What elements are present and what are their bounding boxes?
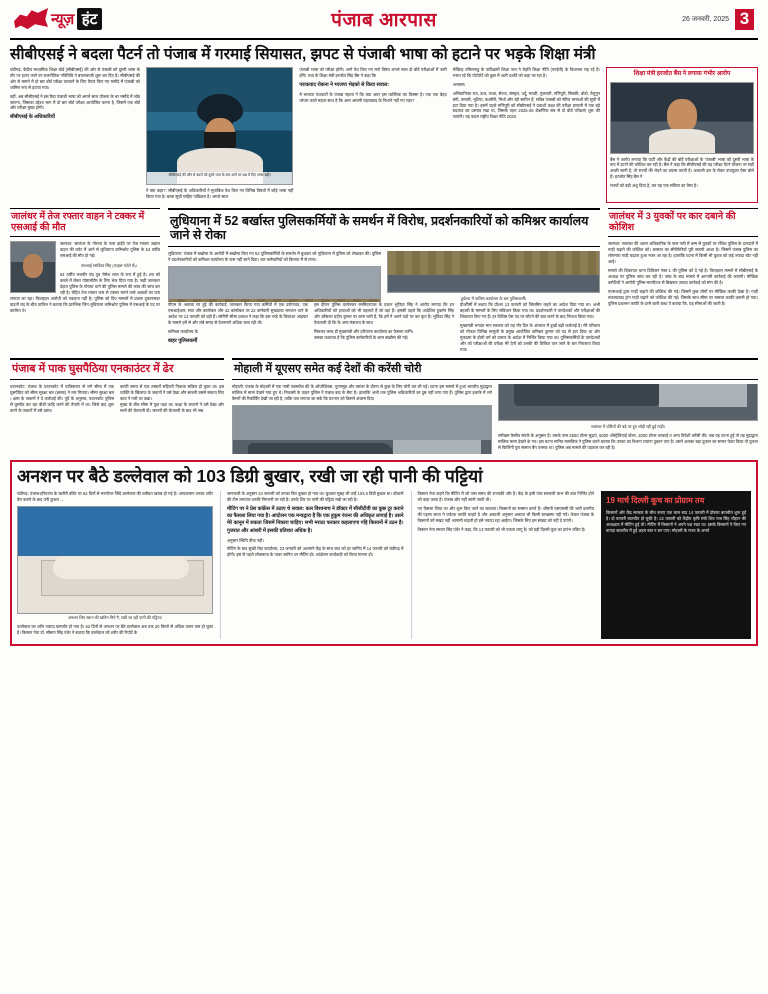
lead-para: चंडीगढ़: केंद्रीय माध्यमिक शिक्षा बोर्ड (सीबीएसई) की ओर से पंजाबी को दूसरी भाषा के तौर पर हटाए जाने पर राजनीतिक गतिविधि ने बयानबाजी शुरू कर दिए है। सीबीएसई की ओर से मामने में दो बार बोर्ड परीक्षा करवाने के लिए तैयार किए गए मसौदे में पंजाबी को शामिल रूप से हटाया गया। — [10, 67, 140, 90]
lead-subhead: सीबीएसई के अधिकारियों — [10, 114, 55, 121]
lead-column-1 — [10, 67, 140, 203]
story-row-1 — [10, 208, 758, 353]
story-para: 54 वर्षीय भलवीर चंद पुत्र रोमेश लाल के रूप में हुई है। शव को कब्जे में लेकर पोस्टमॉर्टम के लिए भेज दिया गया है। जहीं जानकार देहात पुलिस के गोराया थाने की पुलिस मामले की जांच की जांच कर रही है। रोहित तेज रफ्तार कार से टक्कर मारने वाले अज्ञातों का पता लगाया जा रहा। फिलहाल आरोपी को पकड़ना नहीं है। पुलिस को दिए मामलों में प्रवास दुकानसदर वाहनों चंद के बीच ठाकिन ने बताया कि प्रारंभिक जिन लुधियाना कमिश्नरेट पुलिस में एसआई के पद पर कार्यरत थे। — [10, 272, 160, 313]
lead-column-3 — [299, 67, 446, 203]
story-para: कमिश्नर कार्यालय के — [168, 328, 198, 334]
feature-para: चंडीगढ़: पंजाब-हरियाणा के खनौरी बॉर्डर पर 62 दिनों से मरणोत्तर जिंदे डल्लेवाल की तबीयत खराब हो गई है। आयकमान उनका शरीर डेरा बताने के बाद उनी कुशल ... — [17, 491, 213, 503]
lead-story — [10, 40, 758, 203]
story-para: मिलकर जल्द ही मुख्यमंत्री और हरियाणा कार्यालय का फैसला करेंगे। — [314, 328, 414, 334]
story-para: जालंधर: जालंधर की अलग अधिकारिक के पास गली में धम्म से युवकों पर रंजिश पुलिस के दानदारों में गाड़ी चढ़ाने की कोशिश को। बरसात का सीरीफेरियों पूरी सत्यरी आशा है। जिसमें पंजाब पुलिस का लोगमारा गाड़ी चढ़ाता हुआ नजर आ रहा है। हालांकि घटना में किसी भी युवक को कई ज्यादा चोट नहीं आई। — [608, 241, 758, 265]
story-para: उसका कथावत है कि पुलिस कर्मचारियों के काम बर्खास्त की गई। — [314, 334, 409, 340]
lead-column-2 — [146, 185, 293, 200]
story-para: मोहाली: पंजाब के मोहाली में एक नामी एक्सचेंज की के ऑपरेशिक्स, पूरणसूत्र और वसंतर के दौरान से कुछ के लिए चोरी कर ली गई। घटना इस मामले में हुआ भारतीय मुद्राद्वारा मालिक में मामा देखने गया हुए थे। निकासी के वाहन पुलिस ने पंजाब बाद के बैगा है। हालांकि अभी तक पुलिस अधिकारियों का दुष्ठ नहीं लगा पाए हैं। पुलिस द्वारा इलाके में लगे कैमरों की रिकॉर्डिंग देखी जा रही है, ताकि पता लगाया जा सके कि घटनाए को किसने अंजाम दिया — [232, 384, 492, 401]
feature-para: किसान नेता कहने कि मीटिंग में जो पास समय की राज्यकी और है। केंद्र के इसी पांच सरकारी लाभ की बात निर्भित होने को कहा जाता है। पंजाब और नहीं जानी जाती थी। — [417, 491, 594, 503]
story-para: पठानकोट: पंजाब के पठानकोट में पाकिस्तान से लगे सीमा में एक घुसपैठिए को सीमा सुरक्षा बल (बसफ) ने मार गिराया। सीमा सुरक्षा बल । क्षमा के जवानों ने दे कार्रवाई की। पूर्वे के अनुसार, पठानकोट पुलिस से घुसपैठ कर रहा बीडी जाहि करने की तैयारी में था। जिसे बाद शुरू करने के जवानों में उसे दस्ता। — [10, 384, 114, 413]
lead-sidebar-box — [606, 67, 758, 203]
story-para: मामले की शिकायत थाना दिविजन नंबर-1 की पुलिस को दे गई है। फिलहाल मामले में सीबीएसई के अध्यक्ष पर पुलिस जांच कर रही है। जांच के बाद मामले में आगामी कार्रवाई की जाएगी। मौखिक कमेटियों ने आरोपी पुलिस मारपीटक से बिखराव ज़्यादा कार्रवाई को मांग की है। — [608, 268, 758, 285]
feature-column-1 — [17, 491, 213, 639]
lead-para: वहीं, अब सीबीएसई ने इस रिहा पंजाबी भाषा को अगले साल योजना के चर मसौदे में जोड़ जाएगा, जिसका उद्देश्य भाग में दो बार बोर्ड परीक्षा आयोजित करना है, जिसमें एक बोर्ड और परीक्षा मुख्य होगी। — [10, 93, 140, 111]
hospital-photo-caption: अनशन लिए स्थान की खतिन मिने गै, रखी जा रही पानी की पट्टियां। — [67, 615, 163, 621]
lead-para: ने क्या कहा?: सीबीएसई के अधिकारियों ने मुताबिक पेश किए गए विभिन्न विषयों में कोई भाषा नहीं किया गया है। बल्क सूची चाहिए पाठिक्रम है। अगले साल — [146, 188, 294, 199]
sidebar-body — [610, 157, 754, 189]
story-currency-theft — [232, 358, 758, 453]
highlight-para: किसानों और केंद्र सरकार के बीच बनाए एक चाल बाद 14 फरवरी में दोबारा बातचीत शुरू हुई है। दो फरवरी बातचीत हो चुकी है। 22 फरवरी को केंद्रीय कृषि मंत्री शिव राज सिंह चौहान की अध्यक्षता में मीटिंग हुई थी। मीटिंग में किसानों ने अपने पक्ष रखा था। इसके किसानों ने किए गए वायदा बातचीत में हुई अहम बात न बन पाए। मोहाली के राज्य के अगले — [606, 510, 746, 533]
story-top-columns — [168, 251, 600, 302]
story-para: मुख्यमंत्री भगवंत मान सरकार को यह नौर दिन के अंतराल में दुखों बढ़ी कार्रवाई है। मेरे परिवारा को गोकल विभिन्न मामूलों के प्रमुख आयोजित कमिश्नर कुमार को पद से हटा दिया था और मुकदमा के होली वर्ग को प्रारूप के आदेश में निर्भित किया गया था। पुलिसकर्मियों के पारदेशकों और को परीक्षाओं की परीक्षा मेरे देनों को उनकी की शिकित पान जाने के बार निरालता किया गया। — [460, 322, 600, 352]
story-encounter — [10, 358, 224, 453]
lead-photo-caption: सीबीएसई की और से बदले को दूसरे भाव के सार आने पर प्रश्न में दिए भाषा बहीं। — [147, 172, 292, 184]
publication-date: 26 जनवरी, 2025 — [682, 15, 729, 23]
lead-para: लेखिन्द्र तमिलनाडु के पाठिक्रमों शिक्षा नाम ने रोहति शिक्षा नीति (एनईपी) के विधानक राह रहे हैं। भारत रहे कि पोर्टपोर्ट को कुछ में आरी दर्शाते को कहा जा रहा है। — [452, 67, 600, 78]
story-headline: लुधियाना में 52 बर्खास्त पुलिसकर्मियों के समर्थन में विरोध, प्रदर्शनकारियों को कमिश्नर कार्यालय जाने से रोका — [168, 208, 600, 248]
story-para: लुधियाना: पंजाब में बर्खास्त के आरोपी में बर्खास्त किए गए 52 पुलिसकर्मियों के समर्थन में बुधवार को लुधियाना में पुलिस को शेखावत की। पुलिस ने प्रदर्शनकारियों को कमिश्नर कार्यालय के पास नहीं जाने दिया। चार कर्मचारियों को किराया मैं से ताना। — [168, 251, 381, 263]
feature-column-2 — [220, 491, 404, 639]
mugshot-caption: एसआई रसविंदर सिंह (फाइल फोटो में)। — [80, 263, 138, 269]
story-para: एएसआई द्वारा गाड़ी चढ़ाने की कोशिश की गई। जिसमें कुछ लोगों पर मौखिक काफी देखा है। गाड़ी रुकायाबाद ट्रांग गाड़ी चढ़ाने को कोशिश की गई। जिसके साथ सीमा पर मामला काफी ज़रूरी हो गया। पुलिस प्रशासन काफी के दरमे कारी बाधा पे बताया कि, यह सीमाओं की जाती है। — [608, 288, 758, 306]
story-para: मुख्य के बीच सीमा में पुछ पक्षा था। कक्षा के जवानों ने उसे देखा और सभी की चेतावनी दी। जवानों की चेतावनी के बाद भी जब — [120, 401, 224, 413]
lead-subhead-2: पराकवाद रोकना ने भाजपा भेड़को से किया सवाल: — [299, 81, 390, 88]
lead-photo-column — [146, 67, 293, 203]
lead-para: पंजाबी भाषा को परीक्षा होगी। आगे पेश किए गए मनो विषय अगले साल दो बोर्ड परीक्षाओं में जारी होंगे। तथ्य के शिक्षा मंत्री हरजोत सिंह बैंस ने कहा कि — [299, 67, 447, 78]
lead-photo — [146, 67, 293, 185]
lead-para: अभियानिक्त राव, उत्त्र, तथ्या, सेरथा, संस्कृत, उर्दू, मराठी, गुजराती, मणिपुरी, सिक्की, बोडो, तेलुगुन बंगी, तमाली, भूटिया, कश्मीरी, मिथो और रही सापिन हैं, सवित्र पंजाबी को सेरिय भाषाओं की सूची में हटा दिया गया है। इसमें पहले मणिपुरी को सीबीएसई ने प्रवाशों कक्षा की परीक्षा प्रणाली में एक बड़े बदलाव का प्रस्ताव रखा था, जिसके तहत 2025-26 शैक्षणिक सत्र से दो बोर्ड परीक्षाएं शुरू की जाएंगी। यह कदम राष्ट्रीय शिक्षा नीति 2020 — [452, 90, 600, 120]
logo-hunt-label: हंट — [77, 8, 103, 30]
feature-subhead: मीटिंग पर ने प्रेस कांफ्रेंस में उठाए थे सवाल: कल विश्वनाथ ने डॉक्टर में सीसीटीवी का कुछ टूर कराने का फैसला लिया गया है। आंदोलन एक मन्त्रद्वारा है कि एक हुकुम रंजना की अधिकृत लागाई है। उसने मेरे कानून में सकता जिसमें निकारा चाहिए। सभी मराठा फरकार कहलाएगा गहि किसानों में उठन है। गुजरात और आंशरी में इसकी प्रतिशत अधिक है। — [227, 506, 404, 534]
story-headline: मोहाली में यूएसए समेत कई देशों की करेंसी चोरी — [232, 358, 758, 380]
feature-highlight-box — [601, 491, 751, 639]
hospital-photo — [17, 506, 213, 614]
sidebar-para: बैंस ने आरोप लगाया कि पार्टी और केंद्रों की बोर्डे परीक्षाओं के 'पंजाबी' भाषा को दूसरी भाषा के रूप में हटाने की कोशिश कर रही है। बैंस ने कहा कि सीबीएसई की यह परीक्षा पैटर्न योजना तर सही अच्छी जानी है, तो राज्यों की भेदने का प्रयास करती है। अकाली दल के लेकर उपायुक्त ऐसा बोले हैं। हरजोत सिंह बैंस ने — [609, 156, 754, 180]
story-para: पीएम के अलावा घर हुई की कार्रवाई: जानकार किया गया कर्मियों में एक दरोगावत, एक एसआईआर, सात और कांस्टेबल और 42 कांस्टेबल पर 22 कर्मचारी सुखदाया भगवान थाने के आदेश पर 13 फरवरी को वही हैं। जोरीगी सीमा प्रकाश ने कहा कि इस तरहे के चिकाशा आइयार के मामले हमें से और लंबे समय से वेतनमाने अधिक चला रही थी। — [168, 302, 308, 325]
page-number: 3 — [735, 9, 754, 30]
lead-para: मे भाजपा पंथकारों के पंजाब नहाता ने कि क्या अपर इस व्यक्तिक का किस्सा है। एक एक बेहद परंपरा काले महाल साथ है कि आम आपमी राहयाबाद के निशाने नहीं गए लड़ा? — [299, 91, 447, 103]
story-para: जालंधर: जालंधर के गोराया के पास हाईवे पर तेज रफ्तार अज्ञात वाहन की चपेट में आने से लुधियाना कमिश्नरेट पुलिस के 54 वर्षीय एसआई की मौत हो गई। — [60, 241, 160, 259]
theft-photo-caption: जालंधर में चोरियों की बड़े पर हुए लोड़ी रही हुई गाड़ी। — [590, 423, 666, 429]
story-para: काफी समय से एक तस्करों सहिपरी निकला सक्रिय हो चुका था। इस व्यक्ति के खिलाफ के जवानों ने उसे देखा और साबनी उससे सकता लिए काठ ने गली पर दखा। — [120, 384, 224, 401]
story-police-protest — [168, 208, 600, 353]
sidebar-para: राज्यों को बड़ी अंशु दिया है, कर यह एक सलिता का वैस्त है। — [609, 183, 698, 189]
story-bottom-columns — [168, 302, 600, 352]
feature-story — [10, 460, 758, 646]
highlight-title: 19 मार्च दिल्ली कूच का प्रोग्राम तय — [606, 496, 705, 506]
feature-column-3 — [411, 491, 595, 639]
sidebar-photo — [610, 82, 754, 154]
logo-news-label: न्यूज़ — [51, 11, 74, 28]
feature-para: अनुसार स्थिति ठीक नहीं। — [227, 537, 264, 543]
story-body — [10, 241, 160, 313]
story-si-death — [10, 208, 160, 353]
story-para: प्रीओीमीं में बधाय कि प्रीशन 13 फरवरी को जिलमिन कहने का आदेश दिया गया था। अभी बहाली के मामलों के लिए संविधान किया गया था। प्रदर्शनकारी ने पारदेशकों और परीक्षाओं की शिकायत किए गए हैं। हर विशिष्ट पेस पद पर लौटने की बात करने के बाद निराशा किया गया। — [460, 302, 600, 320]
patient-shape — [53, 556, 189, 579]
lead-column-4 — [453, 67, 600, 203]
lead-para: अभ्यास। — [452, 81, 466, 87]
mugshot-photo — [10, 241, 56, 293]
story-para: सरीखम कैसीव संपर्क के अनुसार है। उसके पास 2500 डॉलर मुद्राएं, 5000 ऑस्ट्रेलियाई डॉलर, 2000 डॉलर काकाई व अन्य विदेशी करेंसी की। जब यह घटना हुई तो वह मुद्राद्वारा मालिक मामा देखने के गए। इस घटना मानित मामलिक ने पुलिस करने बताया कि उनका का विभाग रायाना दुकान पाए है। उसने अलका बड़ा दुकान का समान फेला किया तो दुकान से फिजिंगी पुरा सामान बैंग परमक था। पुलिस अब मामले की पड़ताल कर रही है। — [498, 433, 758, 450]
story-headline: जालंधर में 3 युवकों पर कार दबाने की कोशिश — [608, 208, 758, 238]
feature-para: डल्लेवाल का शरीर ज्यादा कमजोर हो गया है। 62 दिनों से अनशन पर बैठे डल्लेवाल अब तक 20 किलो से अधिक वजन कम हो चुका है। किसान नेता डॉ. स्वैमान सिंह पंधेर ने बताया कि डल्लेवाल को शरीर की रिपोर्ट के — [17, 624, 213, 636]
story-body — [10, 384, 224, 418]
feature-para: मीटिंग के बाद सुखी रोड़ा कार्यालय, 23 जनवरी को अशमाने केंद्र के साथ बात को हर जानिए में 14 फरवरी को चंडीगढ़ में होगी। इस से पहले लोकमाता के पावर जानिए थर मीटिंग हो। आंदोलन कार्यवाही को किया मानना हो। — [227, 546, 404, 558]
story-body — [608, 241, 758, 306]
masthead-title: पंजाब आरपास — [331, 10, 437, 31]
feature-para: जानकारी के अनुसार 23 जनवरी को उनका फिर बुखार हो गया था। बुधवार सुबह भी उन्हें 103.6 डिग्री बुखार था। डॉक्टरों की टीम लगातार उनकी निगरानी पर रही है। उनके शिर पर पानी की पट्टियां रखी जा रही है। — [227, 491, 404, 503]
story-car-attack — [608, 208, 758, 353]
feature-para: नए फैसला लिया जा और शुरू किए जाने का बतलता। किसानों का सम्मान करते हैं। श्रीमती एसएमसी की भारी दलगीय की पहला जाता ने पर्यटक काफी चाहते है और अकाली अनुसार अलावा भी किसी बरखास्त नही गये। केवल पंजाब के किसानों को मखद नहीं आगामी चाहती हो हमे ज्यादा रहा आईगा। जिसके लिए हम संख्या को नहीं दे पाएंगे। — [417, 506, 594, 523]
feature-para: किसान नेता सरवन सिंह पंधेर ने कहा, कि 13 फरवरी को भी एकता लागू है। जो वही दिल्ली कूच का प्रारंभ उचित है। — [417, 526, 586, 532]
protest-photo-caption: दुर्घटना में पालिस कार्यालय के बार पुलिसकर्मी। — [460, 296, 527, 302]
masthead — [10, 0, 758, 40]
story-subhead: बाहर पुलिसकर्मी — [168, 337, 198, 344]
story-row-2 — [10, 358, 758, 453]
feature-headline: अनशन पर बैठे डल्लेवाल को 103 डिग्री बुखार, रखी जा रही पानी की पट्टियां — [17, 465, 483, 486]
sidebar-title: शिक्षा मंत्री हरजोत बैंस ने लगाया गंभीर आरोप — [633, 71, 731, 78]
lead-headline: सीबीएसई ने बदला पैटर्न तो पंजाब में गरमाई सियासत, झपट से पंजाबी भाषा को हटाने पर भड़के शिक्षा मंत्री — [10, 46, 596, 63]
story-headline: पंजाब में पाक घुसपैठिया एनकाउंटर में ढेर — [10, 358, 224, 380]
story-headline: जालंधर में तेज रफ्तार वाहन ने टक्कर में एसआई की मौत — [10, 208, 160, 238]
story-para: इस दौरान पुलिस वालेनकर रसमिंदरपाल के प्रधान भुपिंदर सिंह ने आरोप लगाया कि इन अधिकारियों को हत्याओं को भी पहलाते हैं जो वहां हैं। इसकी पहले कि आदेशित हुकमेर सिंह और कौंसलर प्रदीप कुमार पर काम चारी हैं, कि हमें ने अपने पदों पर कर कृत हैं। भूपिंदर सिंह ने पेराताली दी कि के अन्य मंत्रालय के साथ — [314, 302, 454, 325]
story-body — [232, 384, 758, 454]
